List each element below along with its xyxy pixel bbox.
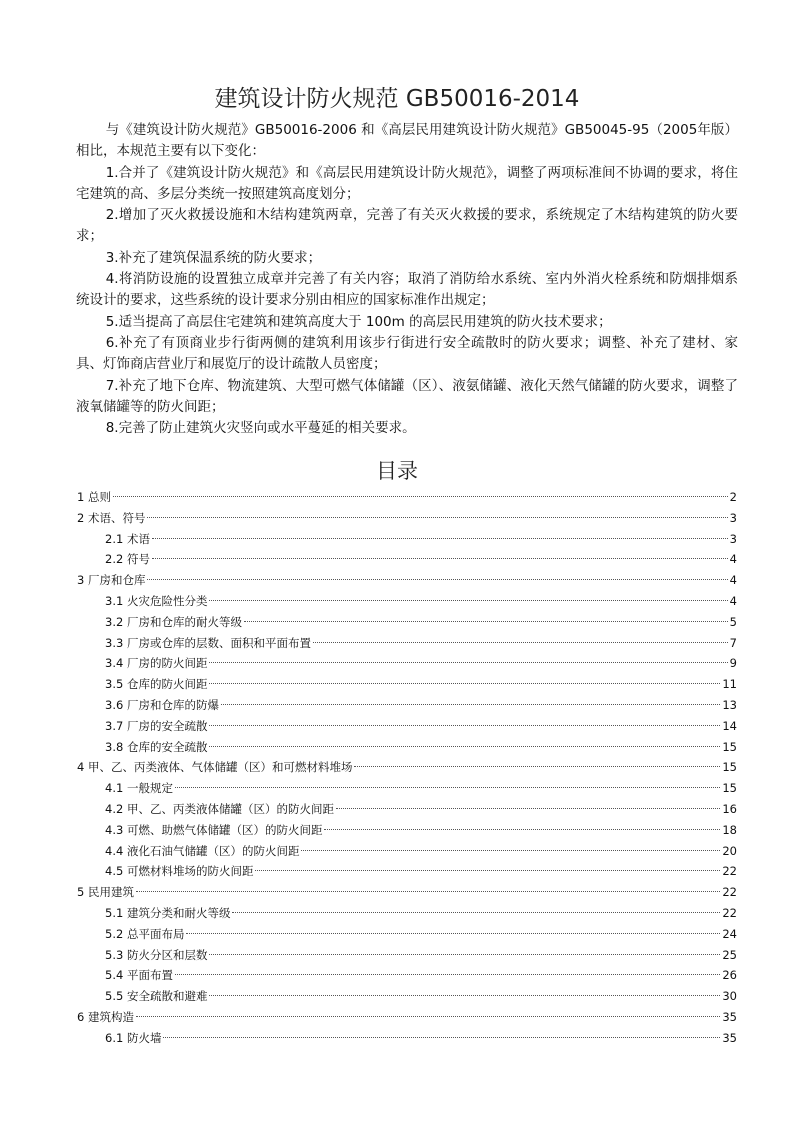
toc-entry-label: 2.1 术语 [105, 531, 150, 546]
toc-leader-dots [136, 1016, 720, 1017]
toc-entry-page: 35 [722, 1030, 737, 1045]
toc-entry[interactable] [77, 820, 737, 841]
toc-leader-dots [209, 995, 720, 996]
toc-entry-label: 2 术语、符号 [77, 510, 146, 525]
toc-entry[interactable] [77, 1007, 737, 1028]
toc-entry-label: 4 甲、乙、丙类液体、气体储罐（区）和可燃材料堆场 [77, 760, 353, 775]
toc-entry[interactable] [77, 508, 737, 529]
intro-paragraph: 8.完善了防止建筑火灾竖向或水平蔓延的相关要求。 [105, 420, 416, 437]
toc-entry[interactable] [77, 529, 737, 550]
toc-entry[interactable] [77, 653, 737, 674]
toc-entry-label: 5.3 防火分区和层数 [105, 947, 208, 962]
toc-entry-label: 6 建筑构造 [77, 1009, 134, 1024]
toc-entry-page: 2 [729, 490, 737, 504]
toc-entry-label: 3.5 仓库的防火间距 [105, 677, 208, 692]
toc-leader-dots [232, 912, 720, 913]
toc-leader-dots [113, 496, 728, 497]
toc-entry-page: 4 [729, 552, 737, 567]
toc-entry[interactable] [77, 841, 737, 862]
toc-entry-label: 6.1 防火墙 [105, 1030, 162, 1045]
toc-entry[interactable] [77, 1028, 737, 1049]
toc-leader-dots [163, 1037, 720, 1038]
toc-entry-label: 2.2 符号 [105, 552, 150, 567]
toc-entry[interactable] [77, 549, 737, 570]
toc-leader-dots [221, 704, 720, 705]
toc-entry-label: 3.3 厂房或仓库的层数、面积和平面布置 [105, 635, 311, 650]
toc-entry[interactable] [77, 903, 737, 924]
toc-entry-page: 7 [729, 635, 737, 650]
toc-entry-label: 4.2 甲、乙、丙类液体储罐（区）的防火间距 [105, 801, 334, 816]
toc-entry[interactable] [77, 757, 737, 778]
toc-entry-page: 9 [729, 656, 737, 671]
intro-paragraph: 与《建筑设计防火规范》GB50016-2006 和《高层民用建筑设计防火规范》GB50045-95（2005年版）相比，本规范主要有以下变化： [76, 122, 738, 160]
document-title: 建筑设计防火规范 GB50016-2014 [214, 86, 580, 112]
toc-entry-page: 15 [722, 760, 737, 775]
toc-leader-dots [255, 870, 720, 871]
toc-entry-page: 16 [722, 801, 737, 816]
toc-entry-page: 11 [722, 677, 737, 692]
toc-leader-dots [244, 621, 728, 622]
toc-leader-dots [301, 850, 720, 851]
toc-leader-dots [209, 954, 720, 955]
toc-leader-dots [209, 746, 720, 747]
toc-leader-dots [209, 600, 727, 601]
toc-entry-page: 25 [722, 947, 737, 962]
intro-paragraph: 3.补充了建筑保温系统的防火要求； [105, 249, 322, 266]
toc-leader-dots [175, 787, 720, 788]
toc-entry[interactable] [77, 591, 737, 612]
toc-entry-page: 22 [722, 864, 737, 879]
toc-entry-label: 3 厂房和仓库 [77, 573, 146, 588]
toc-entry-label: 3.6 厂房和仓库的防爆 [105, 697, 219, 712]
toc-entry-label: 5.4 平面布置 [105, 968, 173, 983]
toc-leader-dots [209, 683, 720, 684]
toc-entry-page: 30 [722, 989, 737, 1004]
toc-entry-page: 3 [729, 531, 737, 546]
toc-entry[interactable] [77, 882, 737, 903]
intro-paragraph: 5.适当提高了高层住宅建筑和建筑高度大于 100m 的高层民用建筑的防火技术要求； [105, 313, 612, 330]
toc-entry-page: 3 [729, 510, 737, 525]
toc-leader-dots [136, 891, 720, 892]
intro-paragraph: 1.合并了《建筑设计防火规范》和《高层民用建筑设计防火规范》，调整了两项标准间不协调的要求，将住宅建筑的高、多层分类统一按照建筑高度划分； [76, 164, 738, 202]
toc-entry[interactable] [77, 861, 737, 882]
intro-paragraph: 7.补充了地下仓库、物流建筑、大型可燃气体储罐（区）、液氨储罐、液化天然气储罐的防火要求，调整了液氧储罐等的防火间距； [76, 377, 738, 415]
toc-entry-label: 4.4 液化石油气储罐（区）的防火间距 [105, 843, 300, 858]
toc-entry-page: 18 [722, 822, 737, 837]
toc-entry-label: 5.1 建筑分类和耐火等级 [105, 905, 231, 920]
toc-entry-label: 3.7 厂房的安全疏散 [105, 718, 208, 733]
toc-entry[interactable] [77, 924, 737, 945]
toc-entry[interactable] [77, 612, 737, 633]
toc-entry[interactable] [77, 633, 737, 654]
toc-entry-page: 35 [722, 1009, 737, 1024]
toc-leader-dots [336, 808, 720, 809]
toc-entry[interactable] [77, 945, 737, 966]
toc-entry-label: 3.8 仓库的安全疏散 [105, 739, 208, 754]
intro-section [76, 120, 738, 439]
toc-entry-page: 5 [729, 614, 737, 629]
toc-leader-dots [147, 517, 727, 518]
toc-entry-page: 26 [722, 968, 737, 983]
toc-entry-label: 4.5 可燃材料堆场的防火间距 [105, 864, 254, 879]
toc-entry-page: 13 [722, 697, 737, 712]
toc-title: 目录 [376, 459, 418, 483]
toc-entry[interactable] [77, 570, 737, 591]
toc-entry-page: 15 [722, 781, 737, 796]
toc-entry-page: 22 [722, 905, 737, 920]
toc-entry[interactable] [77, 778, 737, 799]
toc-entry[interactable] [77, 965, 737, 986]
toc-entry-label: 1 总则 [77, 490, 111, 504]
intro-paragraph: 4.将消防设施的设置独立成章并完善了有关内容；取消了消防给水系统、室内外消火栓系统和防烟排烟系统设计的要求，这些系统的设计要求分别由相应的国家标准作出规定； [76, 271, 738, 309]
toc-entry-page: 15 [722, 739, 737, 754]
toc-leader-dots [186, 933, 720, 934]
toc-entry[interactable] [77, 737, 737, 758]
toc-entry-label: 5 民用建筑 [77, 885, 134, 900]
toc-entry[interactable] [77, 674, 737, 695]
intro-paragraph: 6.补充了有顶商业步行街两侧的建筑利用该步行街进行安全疏散时的防火要求；调整、补充了建材、家具、灯饰商店营业厅和展览厅的设计疏散人员密度； [76, 334, 738, 373]
toc-entry[interactable] [77, 716, 737, 737]
toc-entry-page: 14 [722, 718, 737, 733]
toc-leader-dots [152, 538, 728, 539]
toc-entry-label: 3.4 厂房的防火间距 [105, 656, 208, 671]
toc-entry[interactable] [77, 799, 737, 820]
toc-entry-label: 4.1 一般规定 [105, 781, 173, 796]
toc-entry-page: 4 [729, 573, 737, 588]
toc-entry[interactable] [77, 487, 737, 508]
toc-entry[interactable] [77, 986, 737, 1007]
toc-entry-page: 22 [722, 885, 737, 900]
toc-entry-label: 3.1 火灾危险性分类 [105, 593, 208, 608]
toc-leader-dots [209, 725, 720, 726]
toc-entry-page: 4 [729, 593, 737, 608]
toc-entry-page: 20 [722, 843, 737, 858]
table-of-contents [77, 487, 737, 1049]
toc-entry-page: 24 [722, 926, 737, 941]
toc-entry-label: 5.5 安全疏散和避难 [105, 989, 208, 1004]
toc-entry-label: 5.2 总平面布局 [105, 926, 185, 941]
intro-paragraph: 2.增加了灭火救援设施和木结构建筑两章，完善了有关灭火救援的要求，系统规定了木结构建筑的防火要求； [76, 207, 738, 245]
toc-leader-dots [209, 662, 727, 663]
toc-leader-dots [313, 642, 728, 643]
toc-entry-label: 3.2 厂房和仓库的耐火等级 [105, 614, 242, 629]
toc-leader-dots [175, 974, 720, 975]
toc-leader-dots [324, 829, 720, 830]
toc-leader-dots [152, 558, 728, 559]
toc-entry[interactable] [77, 695, 737, 716]
toc-leader-dots [147, 579, 727, 580]
toc-entry-label: 4.3 可燃、助燃气体储罐（区）的防火间距 [105, 822, 323, 837]
toc-leader-dots [354, 766, 720, 767]
